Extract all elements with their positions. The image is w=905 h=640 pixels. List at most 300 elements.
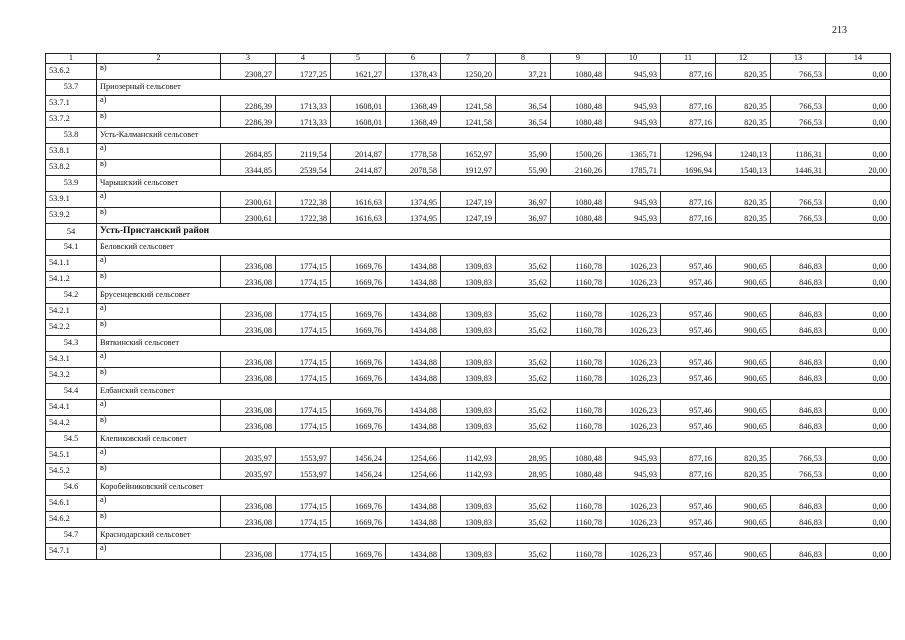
value-cell: 1080,48 xyxy=(551,208,606,224)
value-cell: 1026,23 xyxy=(606,272,661,288)
value-cell: 1669,76 xyxy=(331,416,386,432)
value-cell: 1669,76 xyxy=(331,512,386,528)
row-label: в) xyxy=(97,416,221,432)
value-cell: 1080,48 xyxy=(551,448,606,464)
row-code: 54.3.2 xyxy=(46,368,97,384)
value-cell: 877,16 xyxy=(661,208,716,224)
value-cell: 957,46 xyxy=(661,496,716,512)
row-label: в) xyxy=(97,320,221,336)
column-number-header: 4 xyxy=(276,54,331,64)
row-code: 53.7.1 xyxy=(46,96,97,112)
value-cell: 766,53 xyxy=(771,192,826,208)
table-row xyxy=(46,512,891,528)
value-cell: 957,46 xyxy=(661,400,716,416)
value-cell: 0,00 xyxy=(826,112,891,128)
section-title: Елбанский сельсовет xyxy=(97,384,891,400)
value-cell: 36,54 xyxy=(496,96,551,112)
value-cell: 0,00 xyxy=(826,256,891,272)
value-cell: 957,46 xyxy=(661,544,716,560)
table-row xyxy=(46,64,891,80)
row-label: а) xyxy=(97,256,221,272)
row-label: а) xyxy=(97,352,221,368)
value-cell: 1727,25 xyxy=(276,64,331,80)
value-cell: 1026,23 xyxy=(606,304,661,320)
value-cell: 846,83 xyxy=(771,496,826,512)
table-row xyxy=(46,160,891,176)
value-cell: 1240,13 xyxy=(716,144,771,160)
value-cell: 1241,58 xyxy=(441,112,496,128)
value-cell: 900,65 xyxy=(716,272,771,288)
value-cell: 1160,78 xyxy=(551,272,606,288)
value-cell: 2286,39 xyxy=(221,112,276,128)
value-cell: 820,35 xyxy=(716,464,771,480)
value-cell: 1026,23 xyxy=(606,400,661,416)
row-label: а) xyxy=(97,496,221,512)
column-number-header: 3 xyxy=(221,54,276,64)
value-cell: 2336,08 xyxy=(221,400,276,416)
value-cell: 55,90 xyxy=(496,160,551,176)
value-cell: 1785,71 xyxy=(606,160,661,176)
value-cell: 766,53 xyxy=(771,64,826,80)
value-cell: 1669,76 xyxy=(331,272,386,288)
value-cell: 846,83 xyxy=(771,400,826,416)
value-cell: 2035,97 xyxy=(221,448,276,464)
value-cell: 1669,76 xyxy=(331,320,386,336)
value-cell: 1186,31 xyxy=(771,144,826,160)
value-cell: 1616,63 xyxy=(331,208,386,224)
table-body xyxy=(46,54,891,560)
value-cell: 2336,08 xyxy=(221,496,276,512)
value-cell: 1250,20 xyxy=(441,64,496,80)
value-cell: 846,83 xyxy=(771,304,826,320)
page-number: 213 xyxy=(832,25,847,36)
table-row xyxy=(46,464,891,480)
row-label: а) xyxy=(97,144,221,160)
value-cell: 1309,83 xyxy=(441,256,496,272)
value-cell: 1434,88 xyxy=(386,416,441,432)
row-code: 54.1.2 xyxy=(46,272,97,288)
value-cell: 2300,61 xyxy=(221,208,276,224)
value-cell: 0,00 xyxy=(826,512,891,528)
value-cell: 0,00 xyxy=(826,464,891,480)
value-cell: 820,35 xyxy=(716,208,771,224)
value-cell: 900,65 xyxy=(716,544,771,560)
value-cell: 2336,08 xyxy=(221,304,276,320)
value-cell: 1080,48 xyxy=(551,464,606,480)
table-row xyxy=(46,544,891,560)
value-cell: 0,00 xyxy=(826,304,891,320)
value-cell: 0,00 xyxy=(826,544,891,560)
value-cell: 1778,58 xyxy=(386,144,441,160)
value-cell: 1669,76 xyxy=(331,352,386,368)
value-cell: 0,00 xyxy=(826,496,891,512)
value-cell: 1722,38 xyxy=(276,192,331,208)
section-title: Беловский сельсовет xyxy=(97,240,891,256)
row-code: 53.7.2 xyxy=(46,112,97,128)
row-code: 53.8.1 xyxy=(46,144,97,160)
value-cell: 945,93 xyxy=(606,112,661,128)
value-cell: 1608,01 xyxy=(331,96,386,112)
column-number-header: 7 xyxy=(441,54,496,64)
value-cell: 900,65 xyxy=(716,496,771,512)
value-cell: 1434,88 xyxy=(386,368,441,384)
value-cell: 1434,88 xyxy=(386,304,441,320)
value-cell: 2308,27 xyxy=(221,64,276,80)
row-label: в) xyxy=(97,160,221,176)
row-code: 54.6.1 xyxy=(46,496,97,512)
value-cell: 0,00 xyxy=(826,320,891,336)
row-label: в) xyxy=(97,368,221,384)
value-cell: 1247,19 xyxy=(441,192,496,208)
value-cell: 35,62 xyxy=(496,496,551,512)
column-number-header: 13 xyxy=(771,54,826,64)
value-cell: 957,46 xyxy=(661,272,716,288)
value-cell: 877,16 xyxy=(661,464,716,480)
row-label: а) xyxy=(97,544,221,560)
value-cell: 820,35 xyxy=(716,96,771,112)
value-cell: 957,46 xyxy=(661,304,716,320)
value-cell: 2336,08 xyxy=(221,512,276,528)
value-cell: 36,97 xyxy=(496,192,551,208)
value-cell: 820,35 xyxy=(716,448,771,464)
value-cell: 35,62 xyxy=(496,368,551,384)
value-cell: 2035,97 xyxy=(221,464,276,480)
value-cell: 1247,19 xyxy=(441,208,496,224)
value-cell: 900,65 xyxy=(716,368,771,384)
value-cell: 1160,78 xyxy=(551,304,606,320)
value-cell: 820,35 xyxy=(716,192,771,208)
value-cell: 900,65 xyxy=(716,256,771,272)
value-cell: 36,97 xyxy=(496,208,551,224)
value-cell: 2336,08 xyxy=(221,368,276,384)
section-title: Вяткинский сельсовет xyxy=(97,336,891,352)
value-cell: 1456,24 xyxy=(331,464,386,480)
value-cell: 1026,23 xyxy=(606,368,661,384)
value-cell: 1309,83 xyxy=(441,512,496,528)
column-number-header: 8 xyxy=(496,54,551,64)
section-code: 53.9 xyxy=(46,176,97,192)
value-cell: 766,53 xyxy=(771,208,826,224)
value-cell: 1774,15 xyxy=(276,544,331,560)
section-row xyxy=(46,384,891,400)
value-cell: 820,35 xyxy=(716,112,771,128)
row-code: 54.1.1 xyxy=(46,256,97,272)
value-cell: 957,46 xyxy=(661,416,716,432)
row-label: в) xyxy=(97,464,221,480)
value-cell: 945,93 xyxy=(606,96,661,112)
value-cell: 35,62 xyxy=(496,272,551,288)
value-cell: 28,95 xyxy=(496,448,551,464)
row-code: 53.8.2 xyxy=(46,160,97,176)
row-code: 54.5.2 xyxy=(46,464,97,480)
section-row xyxy=(46,336,891,352)
value-cell: 846,83 xyxy=(771,272,826,288)
value-cell: 0,00 xyxy=(826,144,891,160)
value-cell: 1774,15 xyxy=(276,368,331,384)
row-code: 53.6.2 xyxy=(46,64,97,80)
column-numbers-row xyxy=(46,54,891,64)
value-cell: 1241,58 xyxy=(441,96,496,112)
value-cell: 1309,83 xyxy=(441,544,496,560)
table-row xyxy=(46,496,891,512)
value-cell: 1026,23 xyxy=(606,352,661,368)
value-cell: 1309,83 xyxy=(441,400,496,416)
value-cell: 35,62 xyxy=(496,352,551,368)
value-cell: 1160,78 xyxy=(551,320,606,336)
value-cell: 1080,48 xyxy=(551,112,606,128)
section-row xyxy=(46,480,891,496)
value-cell: 1774,15 xyxy=(276,416,331,432)
section-code: 54.7 xyxy=(46,528,97,544)
section-code: 53.7 xyxy=(46,80,97,96)
row-code: 54.6.2 xyxy=(46,512,97,528)
value-cell: 1026,23 xyxy=(606,256,661,272)
column-number-header: 11 xyxy=(661,54,716,64)
value-cell: 1500,26 xyxy=(551,144,606,160)
value-cell: 846,83 xyxy=(771,368,826,384)
value-cell: 957,46 xyxy=(661,368,716,384)
value-cell: 0,00 xyxy=(826,208,891,224)
value-cell: 877,16 xyxy=(661,448,716,464)
section-code: 54.3 xyxy=(46,336,97,352)
value-cell: 766,53 xyxy=(771,112,826,128)
section-code: 54.2 xyxy=(46,288,97,304)
row-code: 54.7.1 xyxy=(46,544,97,560)
value-cell: 1160,78 xyxy=(551,416,606,432)
value-cell: 957,46 xyxy=(661,320,716,336)
value-cell: 0,00 xyxy=(826,272,891,288)
value-cell: 28,95 xyxy=(496,464,551,480)
section-row xyxy=(46,240,891,256)
value-cell: 1669,76 xyxy=(331,400,386,416)
value-cell: 0,00 xyxy=(826,192,891,208)
value-cell: 1160,78 xyxy=(551,352,606,368)
value-cell: 1713,33 xyxy=(276,112,331,128)
value-cell: 1080,48 xyxy=(551,64,606,80)
value-cell: 35,62 xyxy=(496,256,551,272)
value-cell: 2014,87 xyxy=(331,144,386,160)
row-code: 54.2.2 xyxy=(46,320,97,336)
tariff-table xyxy=(45,53,891,560)
value-cell: 900,65 xyxy=(716,400,771,416)
value-cell: 846,83 xyxy=(771,256,826,272)
value-cell: 877,16 xyxy=(661,112,716,128)
value-cell: 1296,94 xyxy=(661,144,716,160)
value-cell: 0,00 xyxy=(826,96,891,112)
value-cell: 1912,97 xyxy=(441,160,496,176)
value-cell: 35,62 xyxy=(496,304,551,320)
value-cell: 1026,23 xyxy=(606,512,661,528)
value-cell: 1621,27 xyxy=(331,64,386,80)
value-cell: 766,53 xyxy=(771,96,826,112)
value-cell: 1160,78 xyxy=(551,256,606,272)
section-code: 54.5 xyxy=(46,432,97,448)
value-cell: 1374,95 xyxy=(386,208,441,224)
row-label: в) xyxy=(97,64,221,80)
table-row xyxy=(46,144,891,160)
value-cell: 1160,78 xyxy=(551,368,606,384)
value-cell: 900,65 xyxy=(716,416,771,432)
row-label: а) xyxy=(97,448,221,464)
district-title: Усть-Пристанский район xyxy=(97,224,891,240)
row-label: а) xyxy=(97,304,221,320)
row-label: в) xyxy=(97,272,221,288)
section-title: Коробейниковский сельсовет xyxy=(97,480,891,496)
value-cell: 1652,97 xyxy=(441,144,496,160)
value-cell: 1434,88 xyxy=(386,544,441,560)
value-cell: 1254,66 xyxy=(386,464,441,480)
row-label: в) xyxy=(97,112,221,128)
value-cell: 1774,15 xyxy=(276,352,331,368)
table-row xyxy=(46,272,891,288)
value-cell: 1540,13 xyxy=(716,160,771,176)
value-cell: 2336,08 xyxy=(221,416,276,432)
value-cell: 1160,78 xyxy=(551,512,606,528)
value-cell: 766,53 xyxy=(771,464,826,480)
row-label: а) xyxy=(97,400,221,416)
value-cell: 1774,15 xyxy=(276,272,331,288)
value-cell: 1774,15 xyxy=(276,400,331,416)
value-cell: 1713,33 xyxy=(276,96,331,112)
table-row xyxy=(46,320,891,336)
value-cell: 2078,58 xyxy=(386,160,441,176)
value-cell: 1434,88 xyxy=(386,352,441,368)
value-cell: 1774,15 xyxy=(276,496,331,512)
section-title: Брусенцевский сельсовет xyxy=(97,288,891,304)
value-cell: 1368,49 xyxy=(386,96,441,112)
section-code: 54.1 xyxy=(46,240,97,256)
section-row xyxy=(46,176,891,192)
value-cell: 945,93 xyxy=(606,192,661,208)
value-cell: 1026,23 xyxy=(606,320,661,336)
row-label: а) xyxy=(97,192,221,208)
table-row xyxy=(46,208,891,224)
section-title: Клепиковский сельсовет xyxy=(97,432,891,448)
section-code: 54.6 xyxy=(46,480,97,496)
value-cell: 1669,76 xyxy=(331,368,386,384)
row-code: 54.5.1 xyxy=(46,448,97,464)
value-cell: 35,62 xyxy=(496,320,551,336)
value-cell: 1608,01 xyxy=(331,112,386,128)
value-cell: 1309,83 xyxy=(441,272,496,288)
table-row xyxy=(46,352,891,368)
column-number-header: 10 xyxy=(606,54,661,64)
value-cell: 2414,87 xyxy=(331,160,386,176)
value-cell: 1774,15 xyxy=(276,512,331,528)
value-cell: 846,83 xyxy=(771,512,826,528)
value-cell: 1026,23 xyxy=(606,496,661,512)
value-cell: 1309,83 xyxy=(441,368,496,384)
table-row xyxy=(46,416,891,432)
value-cell: 900,65 xyxy=(716,304,771,320)
value-cell: 846,83 xyxy=(771,352,826,368)
section-row xyxy=(46,80,891,96)
table-row xyxy=(46,192,891,208)
value-cell: 2336,08 xyxy=(221,272,276,288)
value-cell: 2336,08 xyxy=(221,352,276,368)
value-cell: 957,46 xyxy=(661,352,716,368)
section-row xyxy=(46,288,891,304)
value-cell: 957,46 xyxy=(661,512,716,528)
value-cell: 1309,83 xyxy=(441,320,496,336)
value-cell: 820,35 xyxy=(716,64,771,80)
value-cell: 877,16 xyxy=(661,96,716,112)
value-cell: 957,46 xyxy=(661,256,716,272)
value-cell: 0,00 xyxy=(826,400,891,416)
value-cell: 37,21 xyxy=(496,64,551,80)
value-cell: 1026,23 xyxy=(606,544,661,560)
value-cell: 36,54 xyxy=(496,112,551,128)
value-cell: 846,83 xyxy=(771,544,826,560)
value-cell: 1722,38 xyxy=(276,208,331,224)
value-cell: 846,83 xyxy=(771,416,826,432)
value-cell: 35,62 xyxy=(496,400,551,416)
value-cell: 2336,08 xyxy=(221,320,276,336)
section-code: 54.4 xyxy=(46,384,97,400)
row-label: а) xyxy=(97,96,221,112)
value-cell: 945,93 xyxy=(606,208,661,224)
column-number-header: 9 xyxy=(551,54,606,64)
table-row xyxy=(46,256,891,272)
table-row xyxy=(46,400,891,416)
value-cell: 1142,93 xyxy=(441,464,496,480)
value-cell: 35,62 xyxy=(496,416,551,432)
value-cell: 0,00 xyxy=(826,64,891,80)
value-cell: 35,62 xyxy=(496,512,551,528)
value-cell: 846,83 xyxy=(771,320,826,336)
value-cell: 2684,85 xyxy=(221,144,276,160)
value-cell: 2336,08 xyxy=(221,544,276,560)
value-cell: 1669,76 xyxy=(331,256,386,272)
value-cell: 1026,23 xyxy=(606,416,661,432)
section-title: Чарышский сельсовет xyxy=(97,176,891,192)
value-cell: 1374,95 xyxy=(386,192,441,208)
value-cell: 1669,76 xyxy=(331,304,386,320)
value-cell: 1774,15 xyxy=(276,304,331,320)
value-cell: 1254,66 xyxy=(386,448,441,464)
value-cell: 1080,48 xyxy=(551,192,606,208)
value-cell: 2160,26 xyxy=(551,160,606,176)
value-cell: 2286,39 xyxy=(221,96,276,112)
value-cell: 1160,78 xyxy=(551,400,606,416)
column-number-header: 2 xyxy=(97,54,221,64)
value-cell: 35,90 xyxy=(496,144,551,160)
column-number-header: 12 xyxy=(716,54,771,64)
value-cell: 1553,97 xyxy=(276,464,331,480)
value-cell: 35,62 xyxy=(496,544,551,560)
value-cell: 0,00 xyxy=(826,448,891,464)
value-cell: 1378,43 xyxy=(386,64,441,80)
row-code: 54.2.1 xyxy=(46,304,97,320)
district-row xyxy=(46,224,891,240)
section-title: Усть-Калманский сельсовет xyxy=(97,128,891,144)
value-cell: 766,53 xyxy=(771,448,826,464)
value-cell: 1142,93 xyxy=(441,448,496,464)
row-code: 53.9.1 xyxy=(46,192,97,208)
row-code: 53.9.2 xyxy=(46,208,97,224)
value-cell: 1616,63 xyxy=(331,192,386,208)
section-code: 54 xyxy=(46,224,97,240)
value-cell: 945,93 xyxy=(606,448,661,464)
value-cell: 1446,31 xyxy=(771,160,826,176)
value-cell: 1434,88 xyxy=(386,496,441,512)
value-cell: 1774,15 xyxy=(276,256,331,272)
value-cell: 1160,78 xyxy=(551,496,606,512)
value-cell: 877,16 xyxy=(661,64,716,80)
value-cell: 0,00 xyxy=(826,368,891,384)
value-cell: 945,93 xyxy=(606,64,661,80)
value-cell: 877,16 xyxy=(661,192,716,208)
